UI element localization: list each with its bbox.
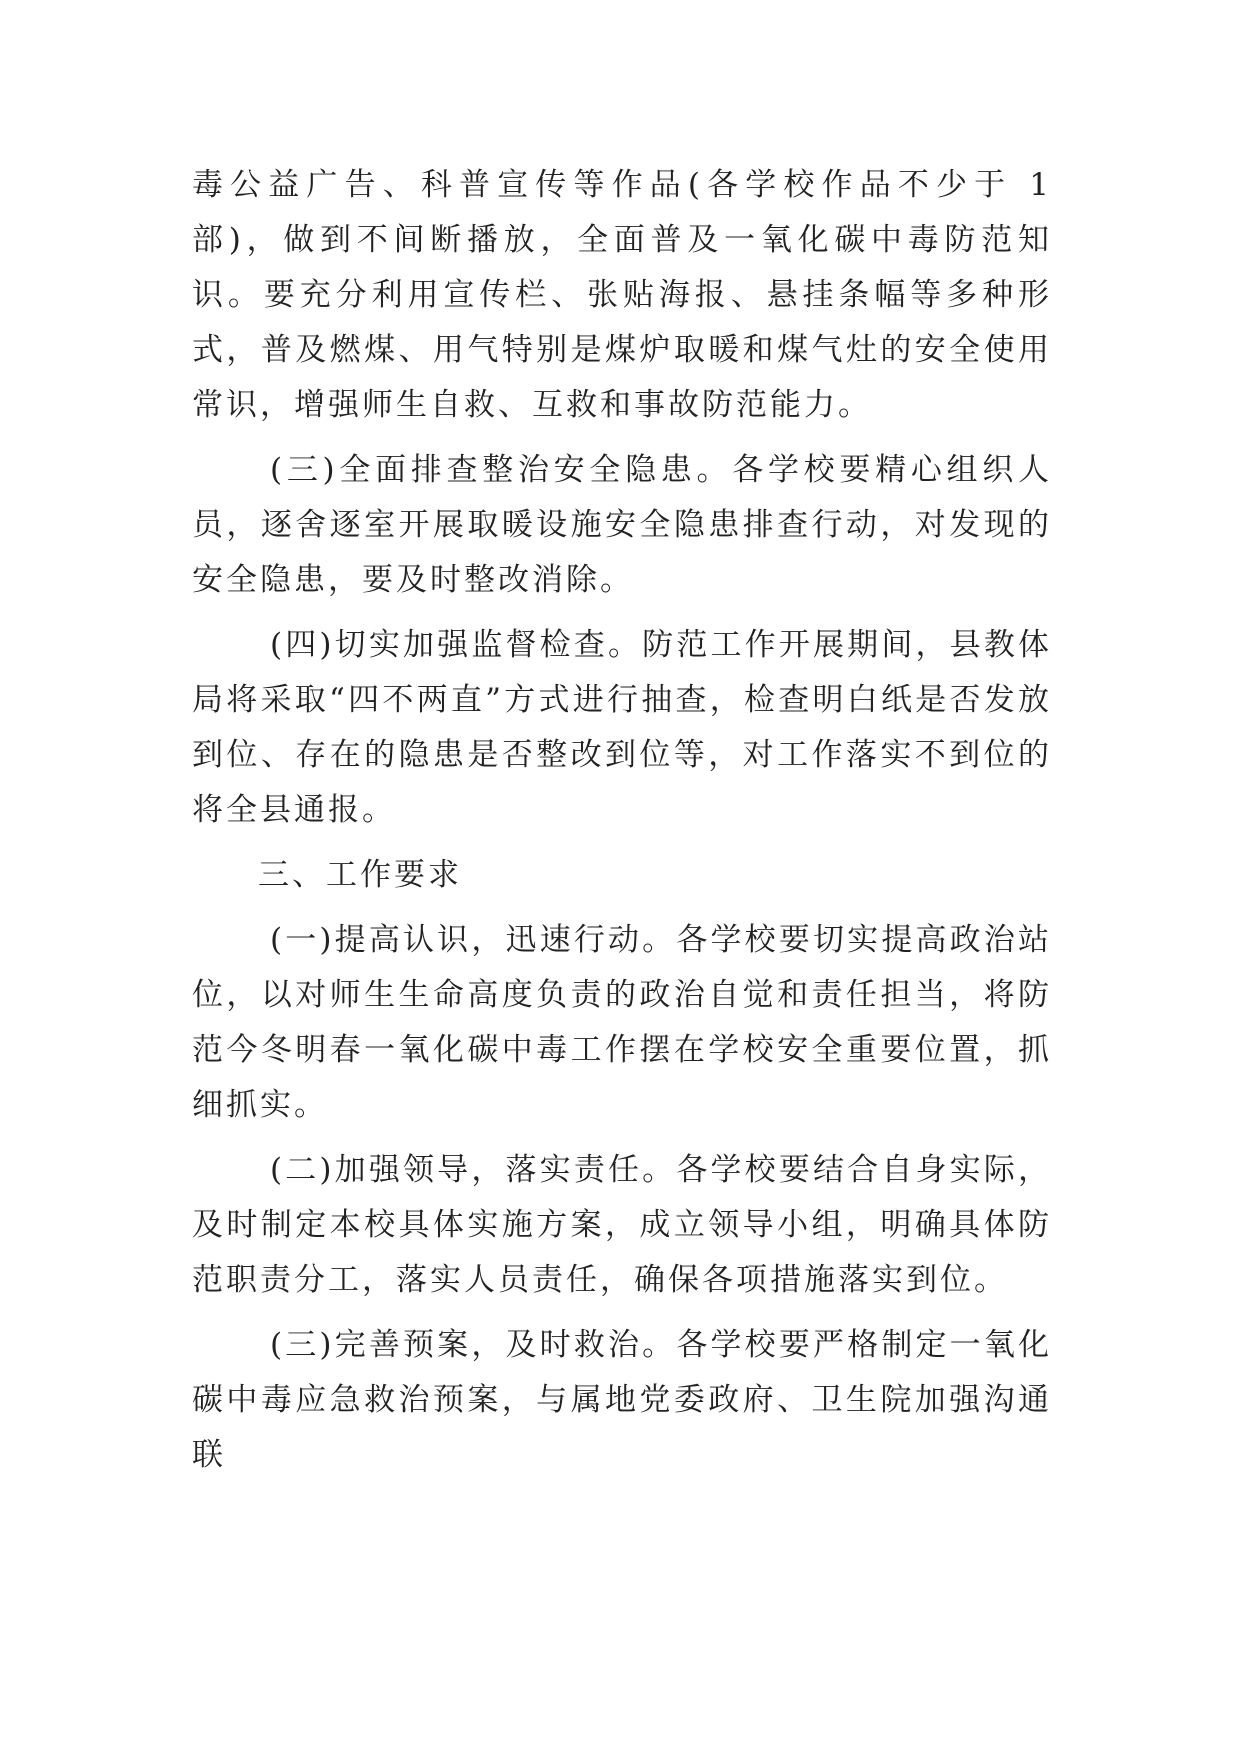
paragraph-leadership: (二)加强领导，落实责任。各学校要结合自身实际，及时制定本校具体实施方案，成立领导小组，明确具体防范职责分工，落实人员责任，确保各项措施落实到位。	[192, 1152, 1052, 1298]
section-heading-work-requirements: 三、工作要求	[258, 857, 462, 893]
paragraph-continuation: 毒公益广告、科普宣传等作品(各学校作品不少于 1 部)，做到不间断播放，全面普及一氧化碳中毒防范知识。要充分利用宣传栏、张贴海报、悬挂条幅等多种形式，普及燃煤、用气特别是煤炉取暖和煤气灶的安全使用常识，增强师生自救、互救和事故防范能力。	[192, 167, 1052, 423]
paragraph-supervision: (四)切实加强监督检查。防范工作开展期间，县教体局将采取“四不两直”方式进行抽查，检查明白纸是否发放到位、存在的隐患是否整改到位等，对工作落实不到位的将全县通报。	[192, 627, 1052, 828]
document-body	[192, 158, 1052, 1493]
paragraph-emergency-plan: (三)完善预案，及时救治。各学校要严格制定一氧化碳中毒应急救治预案，与属地党委政府、卫生院加强沟通联	[192, 1327, 1052, 1473]
paragraph-awareness: (一)提高认识，迅速行动。各学校要切实提高政治站位，以对师生生命高度负责的政治自觉和责任担当，将防范今冬明春一氧化碳中毒工作摆在学校安全重要位置，抓细抓实。	[192, 922, 1052, 1123]
paragraph-hazard-inspection: (三)全面排查整治安全隐患。各学校要精心组织人员，逐舍逐室开展取暖设施安全隐患排查行动，对发现的安全隐患，要及时整改消除。	[192, 452, 1052, 598]
